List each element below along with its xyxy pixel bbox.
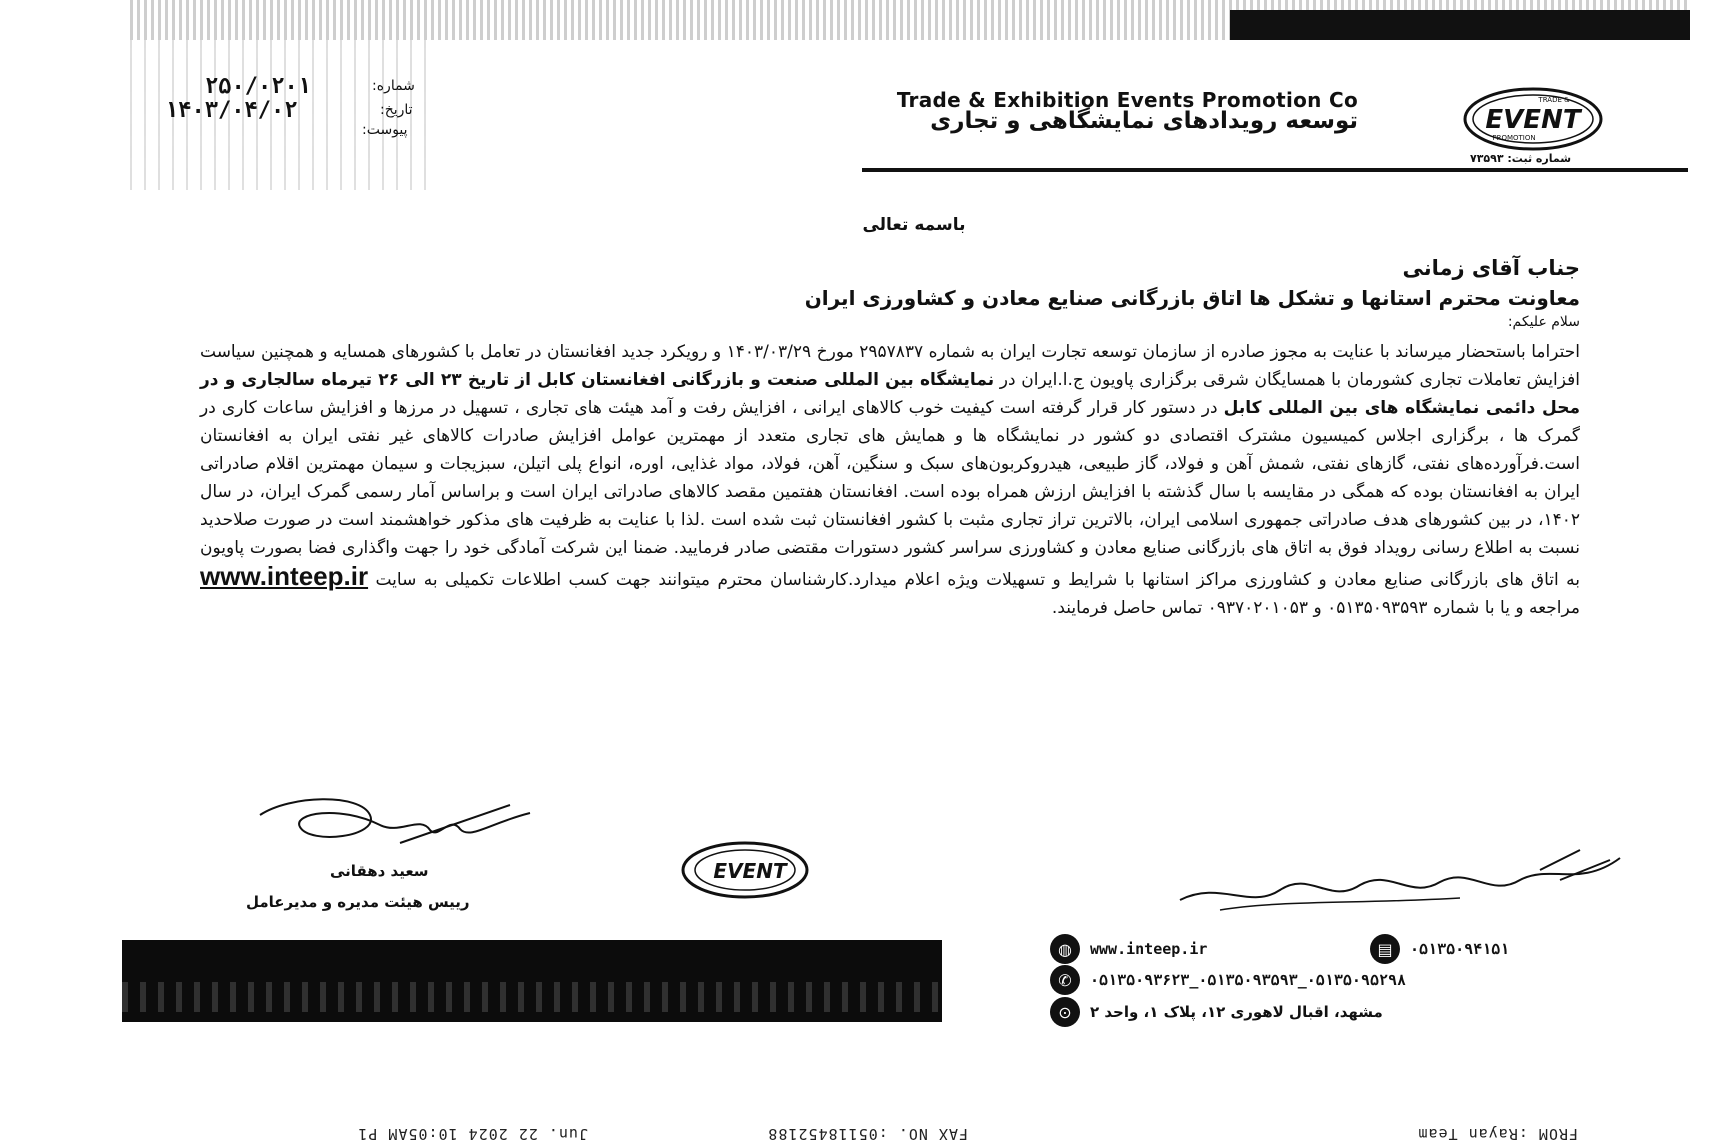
number-value: ۲۵۰/۰۲۰۱ [205,74,311,99]
paragraph-part-3: مراجعه و یا با شماره ۰۵۱۳۵۰۹۳۵۹۳ و ۰۹۳۷۰۲۰۱۰۵۳ تماس حاصل فرمایند. [1051,598,1580,618]
greeting: سلام علیکم: [1507,314,1580,330]
date-label: تاریخ: [380,102,413,118]
globe-icon: ◍ [1050,934,1080,964]
logo-text: EVENT [1485,105,1581,135]
attachment-label: پیوست: [362,122,408,138]
footer-black-bar [122,940,942,1022]
fax-number: FAX NO. :05118452188 [767,1125,968,1143]
contact-phones [1050,965,1406,995]
paragraph-part-1: احتراما باستحضار میرساند با عنایت به مجوز صادره از سازمان توسعه تجارت ایران به شماره ۲۹۵۷۸۳۷ مورخ ۱۴۰۳/۰۳/۲۹ و رویکرد جدید افغانستان در تعامل با کشورهای همسایه و همچنین سیاست افزایش تعاملات تجاری کشورمان با همسایگان شرقی برگزاری پاویون ج.ا.ایران در [200,342,1581,390]
letter-paragraph [200,338,1580,622]
contact-website [1050,934,1207,964]
letter-body [200,256,1580,622]
date-value: ۱۴۰۳/۰۴/۰۲ [165,98,298,123]
paragraph-part-2: در دستور کار قرار گرفته است کیفیت خوب کالاهای ایرانی ، افزایش رفت و آمد هیئت های تجاری ، تسهیل در مرزها و افزایش ساعات کاری در گمرک ها ، برگزاری اجلاس کمیسیون مشترک اقتصادی دو کشور در نمایشگاه ها و همایش های تجاری متعدد از مهمترین عوامل افزایش صادرات کالاهای غیر نفتی ایران به افغانستان است.فرآورده‌های نفتی، گازهای نفتی، شمش آهن و فولاد، گاز طبیعی، هیدروکربون‌های سبک و سنگین، آهن، فولاد، مواد غذایی، اوره، انواع پلی اتیلن، سبزیجات و سیمان مهمترین اقلام صادراتی ایران به افغانستان بوده که همگی در مقایسه با سال گذشته با افزایش ارزش همراه بوده است. افغانستان هفتمین مقصد کالاهای صادراتی ایران است و براساس آمار رسمی گمرک ایران، در سال ۱۴۰۲، در بین کشورهای هدف صادراتی جمهوری اسلامی ایران، بالاترین تراز تجاری مثبت با کشور افغانستان ثبت شده است .لذا با عنایت به ظرفیت های مذکور خواهشمند است در صورت صلاحدید نسبت به اطلاع رسانی رویداد فوق به اتاق های بازرگانی صنایع معادن و کشاورزی سراسر کشور دستورات مقتضی صادر فرمایید. ضمنا این شرکت آمادگی خود را جهت واگذاری فضا بصورت پاویون به اتاق های بازرگانی صنایع معادن و کشاورزی مراکز استانها با شرایط و تسهیلات ویژه اعلام میدارد.کارشناسان محترم میتوانند جهت کسب اطلاعات تکمیلی به سایت [200,398,1580,590]
number-label: شماره: [372,78,415,94]
fax-datetime: Jun. 22 2024 10:05AM P1 [357,1125,588,1143]
letter-heading: باسمه تعالی [862,215,966,235]
company-stamp [680,840,810,900]
fax-from: FROM :Rayan Team [1417,1125,1578,1143]
company-logo [1462,86,1604,152]
contact-address [1050,997,1383,1027]
website-link[interactable]: www.inteep.ir [200,561,369,591]
logo-small-top: TRADE & [1538,96,1570,104]
contact-fax [1370,934,1509,964]
scan-black-bar [1230,10,1690,40]
phone-icon: ✆ [1050,965,1080,995]
company-name-fa: توسعه رویدادهای نمایشگاهی و تجاری [930,108,1358,134]
footer-website[interactable]: www.inteep.ir [1090,940,1208,958]
company-name-en: Trade & Exhibition Events Promotion Co [896,88,1358,112]
recipient-name: جناب آقای زمانی [1402,256,1580,280]
header-divider [862,168,1688,172]
stamp-text: EVENT [713,859,787,883]
fax-transmission-header [0,1117,1728,1143]
location-icon: ⊙ [1050,997,1080,1027]
signer-name: سعید دهقانی [330,862,429,880]
handwritten-note [1160,840,1630,920]
footer-fax: ۰۵۱۳۵۰۹۴۱۵۱ [1410,940,1510,958]
logo-small-bottom: PROMOTION [1492,134,1536,142]
signature-image [250,785,540,855]
footer-phones: ۰۵۱۳۵۰۹۳۶۲۳_۰۵۱۳۵۰۹۳۵۹۳_۰۵۱۳۵۰۹۵۲۹۸ [1090,971,1407,989]
recipient-title: معاونت محترم استانها و تشکل ها اتاق بازرگانی صنایع معادن و کشاورزی ایران [804,286,1580,310]
registration-number: شماره ثبت: ۷۳۵۹۳ [1470,152,1572,165]
signer-title: رییس هیئت مدیره و مدیرعامل [246,893,470,911]
footer-address: مشهد، اقبال لاهوری ۱۲، پلاک ۱، واحد ۲ [1090,1003,1383,1021]
paragraph-bold-event: نمایشگاه بین المللی صنعت و بازرگانی افغانستان کابل از تاریخ ۲۳ الی ۲۶ تیرماه سالجاری و در محل دائمی نمایشگاه های بین المللی کابل [200,370,1580,418]
fax-icon: ▤ [1370,934,1400,964]
